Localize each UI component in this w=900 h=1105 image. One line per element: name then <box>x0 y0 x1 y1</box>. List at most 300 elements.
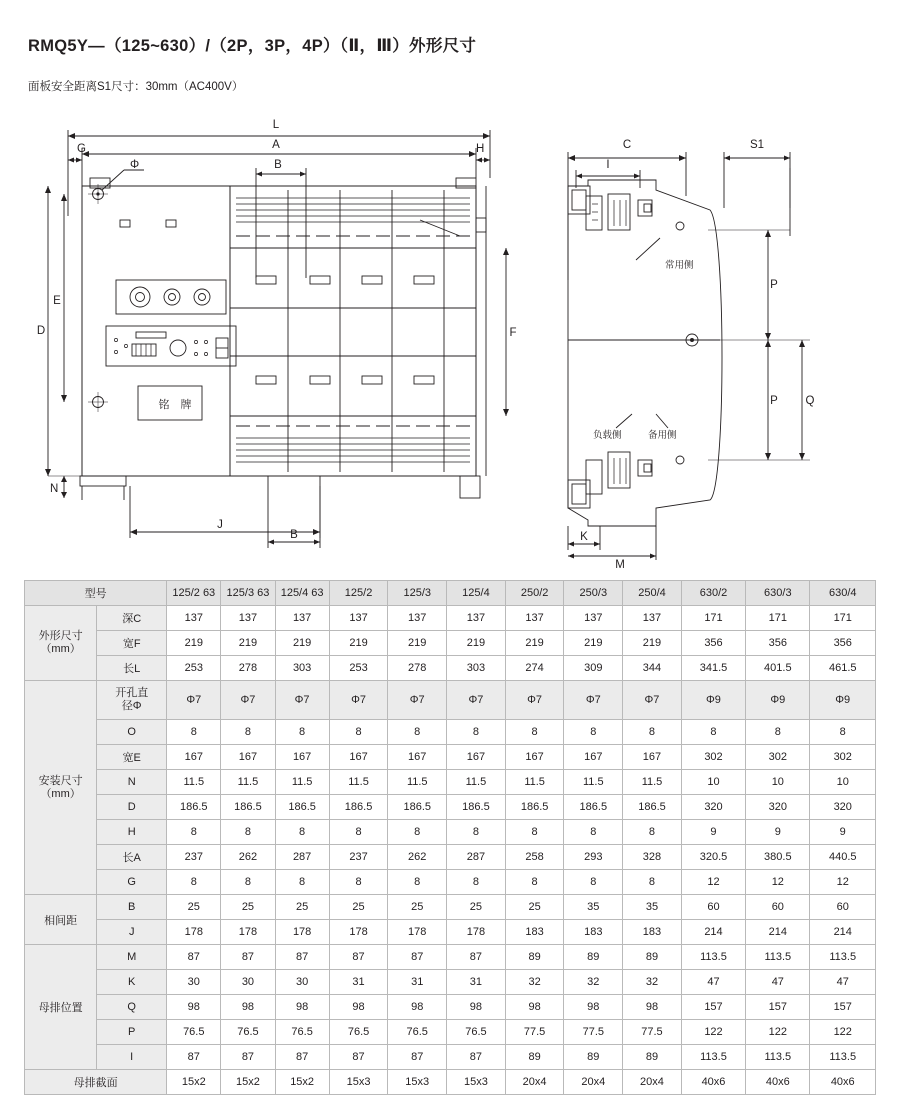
table-row <box>25 920 876 945</box>
table-cell: 15x3 <box>329 1070 388 1095</box>
table-cell: 302 <box>681 745 745 770</box>
table-cell: 186.5 <box>329 795 388 820</box>
table-cell: 219 <box>388 631 447 656</box>
table-group-label: 母排位置 <box>25 945 97 1070</box>
table-cell: 320 <box>681 795 745 820</box>
table-cell: 183 <box>505 920 564 945</box>
table-row-label: Q <box>97 995 167 1020</box>
dim-label-A: A <box>272 139 280 151</box>
table-row-label: I <box>97 1045 167 1070</box>
table-row <box>25 606 876 631</box>
dim-label-P-upper: P <box>770 279 778 291</box>
table-cell: 137 <box>275 606 329 631</box>
table-row <box>25 945 876 970</box>
table-cell: 186.5 <box>623 795 682 820</box>
table-cell: 214 <box>810 920 876 945</box>
annotation-load-side: 负载侧 <box>593 430 622 441</box>
table-cell: 8 <box>167 820 221 845</box>
table-cell: 12 <box>681 870 745 895</box>
table-cell: 8 <box>167 720 221 745</box>
table-cell: 113.5 <box>746 945 810 970</box>
table-cell: 35 <box>623 895 682 920</box>
table-cell: Φ7 <box>275 681 329 720</box>
table-cell: 60 <box>810 895 876 920</box>
table-cell: 31 <box>329 970 388 995</box>
table-cell: 167 <box>505 745 564 770</box>
table-cell: 186.5 <box>388 795 447 820</box>
table-cell: 137 <box>167 606 221 631</box>
table-cell: 8 <box>564 720 623 745</box>
table-cell: 89 <box>564 1045 623 1070</box>
table-cell: 89 <box>505 945 564 970</box>
table-cell: 253 <box>167 656 221 681</box>
dim-label-B-bottom: B <box>290 529 298 541</box>
table-cell: 137 <box>623 606 682 631</box>
table-cell: 76.5 <box>447 1020 506 1045</box>
table-cell: 253 <box>329 656 388 681</box>
table-cell: 12 <box>810 870 876 895</box>
table-cell: 183 <box>623 920 682 945</box>
table-cell: 25 <box>221 895 275 920</box>
dim-label-F: F <box>509 327 517 339</box>
table-cell: 20x4 <box>505 1070 564 1095</box>
table-cell: 8 <box>388 720 447 745</box>
table-group-label: 相间距 <box>25 895 97 945</box>
table-cell: 87 <box>447 1045 506 1070</box>
table-cell: 113.5 <box>810 1045 876 1070</box>
table-row-label: N <box>97 770 167 795</box>
table-cell: 87 <box>221 1045 275 1070</box>
table-cell: 137 <box>505 606 564 631</box>
table-cell: 214 <box>681 920 745 945</box>
table-cell: 219 <box>623 631 682 656</box>
table-row-label: 长A <box>97 845 167 870</box>
table-cell: Φ7 <box>564 681 623 720</box>
dim-label-K: K <box>580 531 588 543</box>
table-cell: 8 <box>623 820 682 845</box>
table-cell: 87 <box>221 945 275 970</box>
table-cell: 76.5 <box>275 1020 329 1045</box>
table-cell: 30 <box>167 970 221 995</box>
table-cell: 262 <box>221 845 275 870</box>
table-cell: 258 <box>505 845 564 870</box>
table-cell: Φ7 <box>623 681 682 720</box>
table-cell: 8 <box>623 870 682 895</box>
table-header-cell: 250/3 <box>564 581 623 606</box>
table-cell: 8 <box>447 820 506 845</box>
table-cell: 8 <box>329 820 388 845</box>
table-cell: 98 <box>564 995 623 1020</box>
table-cell: 8 <box>505 720 564 745</box>
table-cell: 30 <box>221 970 275 995</box>
table-cell: 87 <box>275 1045 329 1070</box>
table-cell: 98 <box>505 995 564 1020</box>
table-row <box>25 970 876 995</box>
table-footer-label: 母排截面 <box>25 1070 167 1095</box>
table-cell: 8 <box>221 720 275 745</box>
table-cell: 237 <box>329 845 388 870</box>
table-cell: 274 <box>505 656 564 681</box>
table-cell: 15x3 <box>447 1070 506 1095</box>
table-cell: 11.5 <box>221 770 275 795</box>
table-cell: 8 <box>564 870 623 895</box>
table-header-cell: 630/3 <box>746 581 810 606</box>
table-cell: 76.5 <box>388 1020 447 1045</box>
table-cell: 178 <box>388 920 447 945</box>
table-row <box>25 770 876 795</box>
table-cell: 25 <box>167 895 221 920</box>
table-header-cell: 630/2 <box>681 581 745 606</box>
table-row <box>25 820 876 845</box>
table-cell: 98 <box>623 995 682 1020</box>
table-cell: Φ7 <box>505 681 564 720</box>
table-cell: 219 <box>329 631 388 656</box>
table-cell: 11.5 <box>329 770 388 795</box>
table-row <box>25 631 876 656</box>
table-cell: 380.5 <box>746 845 810 870</box>
spec-table <box>24 580 876 1095</box>
table-cell: 178 <box>275 920 329 945</box>
table-cell: 87 <box>388 1045 447 1070</box>
table-cell: Φ9 <box>681 681 745 720</box>
table-cell: 35 <box>564 895 623 920</box>
table-cell: 31 <box>447 970 506 995</box>
table-cell: 219 <box>167 631 221 656</box>
table-cell: Φ7 <box>221 681 275 720</box>
table-cell: 98 <box>447 995 506 1020</box>
table-cell: 303 <box>275 656 329 681</box>
table-cell: 15x2 <box>275 1070 329 1095</box>
table-cell: 302 <box>746 745 810 770</box>
table-cell: 167 <box>167 745 221 770</box>
table-cell: 309 <box>564 656 623 681</box>
table-row-label: J <box>97 920 167 945</box>
table-cell: 89 <box>623 945 682 970</box>
table-cell: 8 <box>746 720 810 745</box>
table-cell: 157 <box>746 995 810 1020</box>
table-row <box>25 845 876 870</box>
table-cell: 341.5 <box>681 656 745 681</box>
table-row-label: P <box>97 1020 167 1045</box>
table-cell: 98 <box>388 995 447 1020</box>
table-group-label: 安装尺寸 （mm） <box>25 681 97 895</box>
table-cell: 219 <box>221 631 275 656</box>
table-cell: 287 <box>447 845 506 870</box>
table-cell: 303 <box>447 656 506 681</box>
table-cell: 157 <box>810 995 876 1020</box>
table-cell: 11.5 <box>505 770 564 795</box>
table-row <box>25 870 876 895</box>
table-cell: 30 <box>275 970 329 995</box>
table-header-model: 型号 <box>25 581 167 606</box>
table-cell: 122 <box>810 1020 876 1045</box>
table-cell: 60 <box>746 895 810 920</box>
table-cell: 11.5 <box>388 770 447 795</box>
dim-label-H: H <box>476 143 485 155</box>
dim-label-G: G <box>77 143 86 155</box>
table-cell: 178 <box>447 920 506 945</box>
table-cell: 137 <box>564 606 623 631</box>
dim-label-E: E <box>53 295 61 307</box>
table-cell: 11.5 <box>167 770 221 795</box>
table-cell: 89 <box>623 1045 682 1070</box>
table-cell: 219 <box>564 631 623 656</box>
table-cell: 10 <box>681 770 745 795</box>
table-row <box>25 1020 876 1045</box>
table-row <box>25 995 876 1020</box>
table-group-label: 外形尺寸 （mm） <box>25 606 97 681</box>
table-cell: 77.5 <box>564 1020 623 1045</box>
table-row <box>25 681 876 720</box>
table-cell: 356 <box>681 631 745 656</box>
table-cell: 20x4 <box>564 1070 623 1095</box>
table-cell: 113.5 <box>810 945 876 970</box>
dim-label-D: D <box>36 325 46 337</box>
table-cell: 320.5 <box>681 845 745 870</box>
table-cell: 77.5 <box>623 1020 682 1045</box>
dim-label-J: J <box>217 519 223 531</box>
table-header-cell: 125/3 <box>388 581 447 606</box>
table-row-label: 宽E <box>97 745 167 770</box>
table-cell: 10 <box>746 770 810 795</box>
table-cell: 8 <box>167 870 221 895</box>
table-cell: 32 <box>623 970 682 995</box>
table-cell: 8 <box>447 870 506 895</box>
table-cell: 113.5 <box>746 1045 810 1070</box>
table-cell: 8 <box>447 720 506 745</box>
table-cell: 8 <box>623 720 682 745</box>
table-header-cell: 125/3 63 <box>221 581 275 606</box>
table-cell: 77.5 <box>505 1020 564 1045</box>
table-cell: 214 <box>746 920 810 945</box>
table-cell: 219 <box>447 631 506 656</box>
table-cell: 171 <box>681 606 745 631</box>
table-row-label: H <box>97 820 167 845</box>
table-cell: 25 <box>447 895 506 920</box>
table-cell: 8 <box>275 720 329 745</box>
table-cell: 31 <box>388 970 447 995</box>
table-cell: 15x2 <box>167 1070 221 1095</box>
table-cell: 287 <box>275 845 329 870</box>
table-cell: Φ7 <box>167 681 221 720</box>
table-cell: 98 <box>167 995 221 1020</box>
table-cell: 47 <box>746 970 810 995</box>
dim-label-Q: Q <box>805 395 815 407</box>
page-title: RMQ5Y—（125~630）/（2P，3P，4P）（Ⅱ，Ⅲ）外形尺寸 <box>28 37 477 55</box>
table-row-label: D <box>97 795 167 820</box>
table-cell: 219 <box>505 631 564 656</box>
table-cell: 76.5 <box>329 1020 388 1045</box>
table-cell: 76.5 <box>167 1020 221 1045</box>
table-header-cell: 125/2 <box>329 581 388 606</box>
table-cell: 278 <box>221 656 275 681</box>
dim-label-S1: S1 <box>749 139 765 151</box>
table-row-label: 宽F <box>97 631 167 656</box>
table-row-label: M <box>97 945 167 970</box>
table-header-cell: 630/4 <box>810 581 876 606</box>
table-header-cell: 125/2 63 <box>167 581 221 606</box>
table-cell: Φ7 <box>329 681 388 720</box>
table-cell: 183 <box>564 920 623 945</box>
table-cell: 8 <box>388 820 447 845</box>
table-cell: 25 <box>505 895 564 920</box>
dim-label-M: M <box>615 559 625 568</box>
table-row <box>25 656 876 681</box>
table-row <box>25 795 876 820</box>
table-cell: 11.5 <box>623 770 682 795</box>
table-row <box>25 895 876 920</box>
table-cell: 8 <box>810 720 876 745</box>
table-cell: 87 <box>447 945 506 970</box>
table-cell: 356 <box>810 631 876 656</box>
table-cell: 8 <box>221 870 275 895</box>
table-cell: 47 <box>681 970 745 995</box>
table-cell: 87 <box>329 1045 388 1070</box>
page-subtitle: 面板安全距离S1尺寸：30mm（AC400V） <box>28 81 244 93</box>
table-cell: 171 <box>746 606 810 631</box>
annotation-standby-side: 备用侧 <box>648 430 677 441</box>
table-cell: 8 <box>505 820 564 845</box>
spec-table-body <box>25 581 876 1095</box>
table-cell: 167 <box>275 745 329 770</box>
table-footer-row <box>25 1070 876 1095</box>
table-cell: 32 <box>564 970 623 995</box>
table-cell: 356 <box>746 631 810 656</box>
table-cell: 401.5 <box>746 656 810 681</box>
table-cell: 9 <box>681 820 745 845</box>
table-cell: 328 <box>623 845 682 870</box>
table-cell: Φ7 <box>388 681 447 720</box>
table-header-cell: 250/2 <box>505 581 564 606</box>
table-cell: 8 <box>275 820 329 845</box>
table-cell: 186.5 <box>564 795 623 820</box>
table-cell: 9 <box>746 820 810 845</box>
table-cell: 186.5 <box>221 795 275 820</box>
table-cell: 87 <box>388 945 447 970</box>
table-row-label: 长L <box>97 656 167 681</box>
table-cell: 11.5 <box>447 770 506 795</box>
dim-label-phi: Φ <box>130 159 140 171</box>
table-cell: 11.5 <box>275 770 329 795</box>
table-row-label: G <box>97 870 167 895</box>
table-cell: 8 <box>681 720 745 745</box>
table-cell: 344 <box>623 656 682 681</box>
table-cell: 186.5 <box>167 795 221 820</box>
table-cell: Φ9 <box>810 681 876 720</box>
table-cell: 20x4 <box>623 1070 682 1095</box>
nameplate-label: 铭 牌 <box>158 399 192 411</box>
table-cell: 440.5 <box>810 845 876 870</box>
table-cell: 89 <box>505 1045 564 1070</box>
table-cell: 8 <box>564 820 623 845</box>
table-cell: 302 <box>810 745 876 770</box>
table-row-label: 开孔直 径Φ <box>97 681 167 720</box>
table-cell: 178 <box>221 920 275 945</box>
table-cell: 15x2 <box>221 1070 275 1095</box>
table-cell: 15x3 <box>388 1070 447 1095</box>
table-cell: 32 <box>505 970 564 995</box>
dim-label-P-lower: P <box>770 395 778 407</box>
table-header-cell: 125/4 <box>447 581 506 606</box>
table-cell: 186.5 <box>505 795 564 820</box>
table-cell: 12 <box>746 870 810 895</box>
table-cell: 25 <box>388 895 447 920</box>
table-cell: 320 <box>746 795 810 820</box>
table-cell: 60 <box>681 895 745 920</box>
table-cell: 137 <box>447 606 506 631</box>
table-cell: 122 <box>746 1020 810 1045</box>
table-cell: 40x6 <box>746 1070 810 1095</box>
table-cell: 137 <box>221 606 275 631</box>
annotation-common-side: 常用侧 <box>665 260 694 271</box>
table-cell: 98 <box>221 995 275 1020</box>
table-cell: 262 <box>388 845 447 870</box>
table-cell: 461.5 <box>810 656 876 681</box>
table-row-label: B <box>97 895 167 920</box>
table-cell: 8 <box>505 870 564 895</box>
table-cell: Φ9 <box>746 681 810 720</box>
table-cell: 87 <box>329 945 388 970</box>
table-row <box>25 1045 876 1070</box>
table-cell: 157 <box>681 995 745 1020</box>
table-cell: 8 <box>388 870 447 895</box>
table-row-label: 深C <box>97 606 167 631</box>
table-cell: 178 <box>329 920 388 945</box>
table-cell: 278 <box>388 656 447 681</box>
dim-label-L: L <box>272 119 280 131</box>
table-cell: 47 <box>810 970 876 995</box>
table-cell: 122 <box>681 1020 745 1045</box>
table-row <box>25 745 876 770</box>
table-cell: 89 <box>564 945 623 970</box>
table-row-label: K <box>97 970 167 995</box>
table-header-row <box>25 581 876 606</box>
dim-label-B-top: B <box>274 159 282 171</box>
dim-label-N: N <box>50 483 59 495</box>
table-cell: 8 <box>275 870 329 895</box>
table-cell: 9 <box>810 820 876 845</box>
table-cell: 87 <box>167 1045 221 1070</box>
table-cell: 237 <box>167 845 221 870</box>
table-cell: 178 <box>167 920 221 945</box>
table-cell: 137 <box>388 606 447 631</box>
table-cell: 137 <box>329 606 388 631</box>
table-cell: 167 <box>329 745 388 770</box>
table-cell: 293 <box>564 845 623 870</box>
table-cell: 40x6 <box>681 1070 745 1095</box>
dim-label-I: I <box>606 159 610 171</box>
table-cell: 11.5 <box>564 770 623 795</box>
table-header-cell: 250/4 <box>623 581 682 606</box>
table-cell: 171 <box>810 606 876 631</box>
spec-table-wrapper <box>24 580 876 1095</box>
table-cell: 25 <box>329 895 388 920</box>
table-header-cell: 125/4 63 <box>275 581 329 606</box>
table-cell: 8 <box>329 870 388 895</box>
table-cell: 320 <box>810 795 876 820</box>
table-cell: 219 <box>275 631 329 656</box>
table-cell: 167 <box>388 745 447 770</box>
table-cell: 40x6 <box>810 1070 876 1095</box>
table-cell: 10 <box>810 770 876 795</box>
table-cell: 186.5 <box>275 795 329 820</box>
table-cell: 167 <box>564 745 623 770</box>
table-row <box>25 720 876 745</box>
table-cell: 98 <box>275 995 329 1020</box>
table-cell: 186.5 <box>447 795 506 820</box>
table-cell: 8 <box>221 820 275 845</box>
table-cell: 167 <box>623 745 682 770</box>
